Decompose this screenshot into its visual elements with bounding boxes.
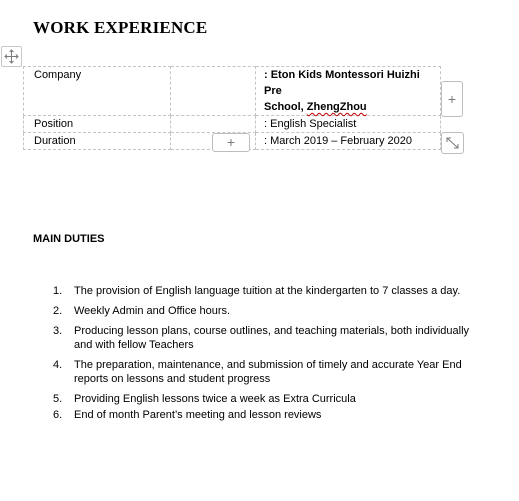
duration-label[interactable]: Duration (24, 133, 171, 150)
position-label[interactable]: Position (24, 116, 171, 133)
diagonal-resize-icon (442, 133, 463, 153)
table-row-company (24, 67, 441, 116)
list-item-text: Weekly Admin and Office hours. (74, 305, 231, 317)
company-value-line1: : Eton Kids Montessori Huizhi Pre (264, 69, 420, 97)
list-item-text: Providing English lessons twice a week as Extra Curricula (74, 393, 356, 405)
list-item[interactable] (40, 358, 470, 386)
four-way-arrow-icon (2, 47, 21, 66)
table-resize-handle[interactable] (441, 132, 464, 154)
list-item[interactable] (40, 284, 470, 298)
position-value[interactable]: : English Specialist (256, 116, 441, 133)
add-column-button[interactable]: + (441, 81, 463, 117)
empty-cell[interactable] (171, 116, 256, 133)
table-move-handle[interactable] (1, 46, 22, 67)
list-item[interactable] (40, 324, 470, 352)
list-item-text: The provision of English language tuition at the kindergarten to 7 classes a day. (74, 285, 461, 297)
company-value-line2: School, (264, 101, 307, 113)
list-item-text: The preparation, maintenance, and submission of timely and accurate Year End reports on lessons and student progress (74, 359, 462, 385)
duties-list (40, 284, 470, 422)
list-number: 5. (53, 393, 63, 405)
spellcheck-flagged-word: ZhengZhou (306, 101, 367, 113)
list-number: 3. (53, 325, 63, 337)
add-row-button[interactable]: + (212, 133, 250, 152)
list-number: 2. (53, 305, 63, 317)
duration-value[interactable]: : March 2019 – February 2020 (256, 133, 441, 150)
table-row-position (24, 116, 441, 133)
empty-cell[interactable] (171, 67, 256, 116)
list-number: 1. (53, 285, 63, 297)
main-duties-heading: MAIN DUTIES (33, 233, 105, 245)
list-item[interactable] (40, 408, 470, 422)
list-number: 6. (53, 409, 63, 421)
list-item[interactable] (40, 304, 470, 318)
section-title: WORK EXPERIENCE (33, 18, 208, 37)
list-item[interactable] (40, 392, 470, 406)
company-label[interactable]: Company (24, 67, 171, 116)
list-item-text: Producing lesson plans, course outlines, and teaching materials, both individually and with fellow Teachers (74, 325, 470, 351)
list-number: 4. (53, 359, 63, 371)
list-item-text: End of month Parent’s meeting and lesson reviews (74, 409, 322, 421)
company-value[interactable] (256, 67, 441, 116)
